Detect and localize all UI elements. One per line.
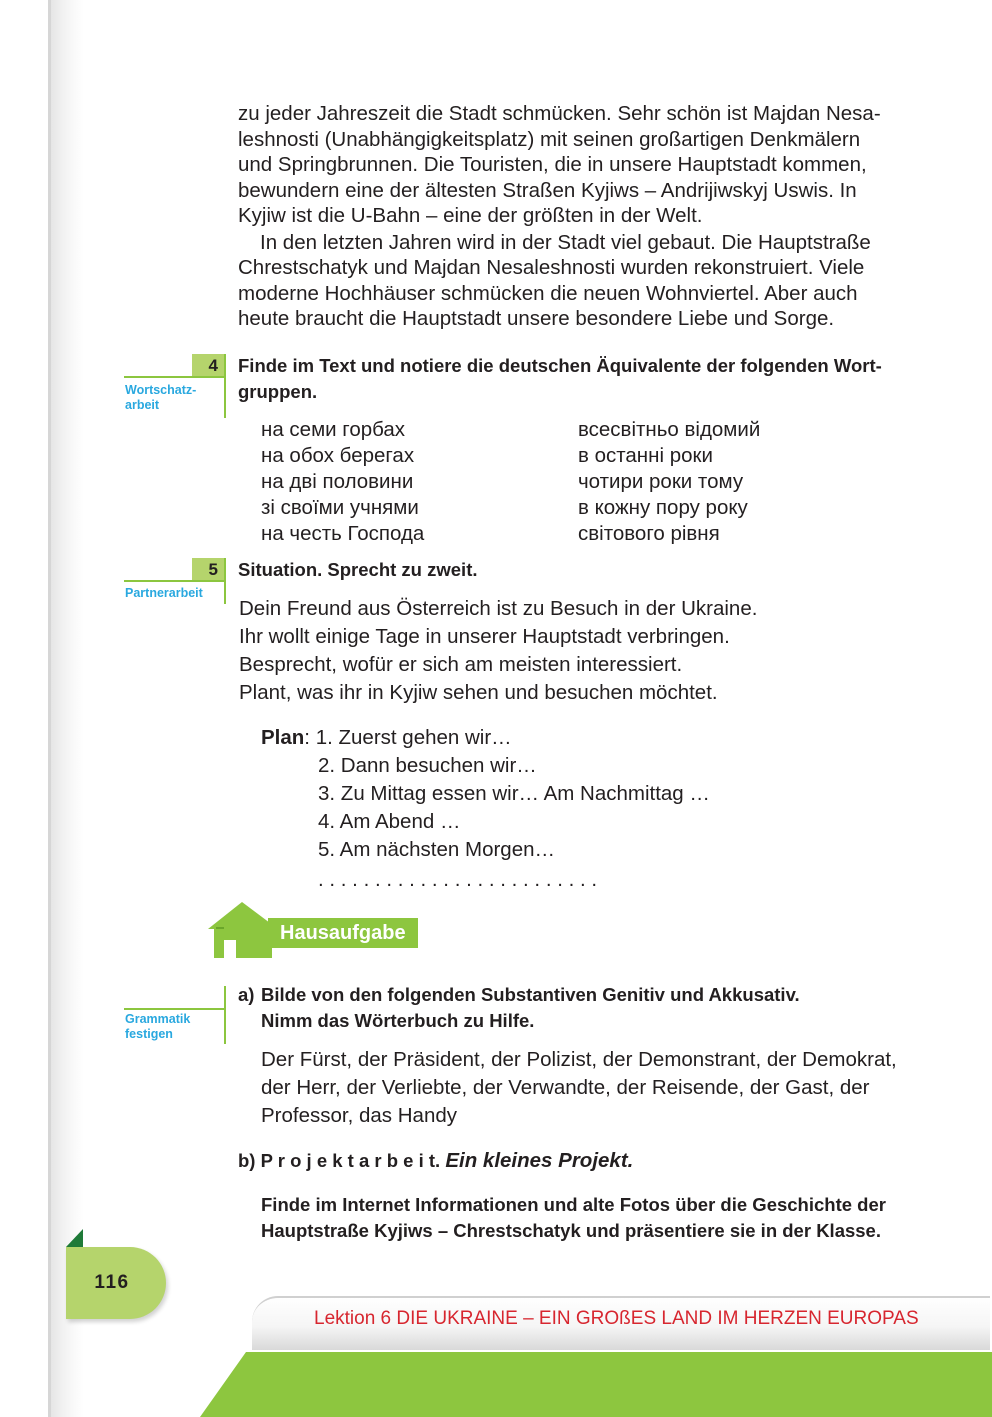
vocab-left-column [261, 417, 424, 547]
homework-a-marker: a) [238, 984, 255, 1005]
task-number-badge: 4 [192, 354, 226, 378]
plan-colon: : [304, 726, 316, 749]
task-side-underline [124, 1008, 226, 1010]
words-line: Der Fürst, der Präsident, der Polizist, der Demonstrant, der Demokrat, [261, 1048, 897, 1071]
vocab-item: в кожну пору року [578, 496, 748, 519]
plan-label: Plan [261, 726, 305, 749]
plan-item: 5. Am nächsten Morgen… [318, 838, 556, 861]
side-label-line: Wortschatz- [125, 383, 197, 397]
homework-label: Hausaufgabe [268, 918, 418, 948]
instruction-line: Nimm das Wörterbuch zu Hilfe. [261, 1010, 535, 1031]
plan-item: 4. Am Abend … [318, 810, 461, 833]
corner-triangle [66, 1229, 83, 1247]
footer-green-band-edge [200, 1352, 246, 1417]
instruction-line: Bilde von den folgenden Substantiven Genitiv und Akkusativ. [261, 984, 800, 1005]
vocab-item: чотири роки тому [578, 470, 744, 493]
vocab-item: на честь Господа [261, 522, 425, 545]
words-line: der Herr, der Verliebte, der Verwandte, der Reisende, der Gast, der [261, 1076, 870, 1099]
task-side-line [224, 354, 226, 418]
situation-line: Ihr wollt einige Tage in unserer Hauptstadt verbringen. [239, 625, 730, 648]
plan-item: 2. Dann besuchen wir… [318, 754, 537, 777]
vocab-item: в останні роки [578, 444, 713, 467]
side-label-line: Grammatik [125, 1012, 191, 1026]
vocab-item: на дві половини [261, 470, 414, 493]
instruction-line: Hauptstraße Kyjiws – Chrestschatyk und präsentiere sie in der Klasse. [261, 1220, 881, 1241]
task-side-underline [124, 376, 226, 378]
page-number: 116 [94, 1272, 130, 1293]
reading-text [238, 101, 920, 332]
task5-instruction: Situation. Sprecht zu zweit. [238, 559, 478, 580]
side-label-line: arbeit [125, 398, 160, 412]
footer-green-band [246, 1352, 992, 1417]
task-side-underline [124, 580, 226, 582]
instruction-line: Finde im Internet Informationen und alte Fotos über die Geschichte der [261, 1194, 886, 1215]
instruction-line: gruppen. [238, 381, 318, 402]
situation-line: Dein Freund aus Österreich ist zu Besuch in der Ukraine. [239, 597, 758, 620]
reading-line: und Springbrunnen. Die Touristen, die in unsere Hauptstadt kommen, [238, 153, 867, 176]
homework-b-heading [238, 1147, 633, 1175]
situation-text [239, 595, 757, 707]
reading-line: In den letzten Jahren wird in der Stadt viel gebaut. Die Hauptstraße [260, 230, 871, 254]
homework-b-marker: b) [238, 1150, 256, 1171]
homework-b-italic: Ein kleines Projekt. [445, 1149, 634, 1172]
words-line: Professor, das Handy [261, 1104, 457, 1127]
task-number-badge: 5 [192, 558, 226, 582]
homework-b-spaced: P r o j e k t a r b e i t. [260, 1150, 441, 1171]
vocab-item: на обох берегах [261, 444, 415, 467]
homework-b-instruction [261, 1192, 886, 1244]
vocab-item: всесвітньо відомий [578, 418, 761, 441]
vocab-item: світового рівня [578, 522, 720, 545]
task-side-label [125, 383, 196, 413]
reading-line: Chrestschatyk und Majdan Nesaleshnosti wurden rekonstruiert. Viele [238, 256, 865, 279]
task4-instruction [238, 353, 922, 405]
reading-line: Kyjiw ist die U-Bahn – eine der größten in der Welt. [238, 204, 703, 227]
plan-first-line [261, 724, 512, 752]
plan-ellipsis: . . . . . . . . . . . . . . . . . . . . . . . . . [318, 868, 598, 891]
instruction-line: Finde im Text und notiere die deutschen Äquivalente der folgenden Wort- [238, 355, 882, 376]
homework-a-words [261, 1046, 897, 1130]
page-binding-shadow [48, 0, 84, 1417]
reading-line: bewundern eine der ältesten Straßen Kyjiws – Andrijiwskyj Uswis. In [238, 178, 857, 202]
situation-line: Besprecht, wofür er sich am meisten interessiert. [239, 653, 683, 676]
task-side-line [224, 986, 226, 1044]
homework-side-label [125, 1012, 190, 1042]
task-side-label: Partnerarbeit [125, 586, 203, 600]
reading-line: heute braucht die Hauptstadt unsere besondere Liebe und Sorge. [238, 307, 835, 330]
vocab-item: зі своїми учнями [261, 496, 419, 519]
homework-a-instruction [261, 982, 800, 1034]
plan-item: 1. Zuerst gehen wir… [315, 726, 512, 749]
reading-line: moderne Hochhäuser schmücken die neuen Wohnviertel. Aber auch [238, 281, 858, 305]
side-label-line: festigen [125, 1027, 173, 1041]
lesson-title: Lektion 6 DIE UKRAINE – EIN GROßES LAND IM HERZEN EUROPAS [314, 1308, 919, 1329]
plan-item: 3. Zu Mittag essen wir… Am Nachmittag … [318, 782, 710, 805]
page-binding-edge [48, 0, 51, 1417]
reading-line: zu jeder Jahreszeit die Stadt schmücken. Sehr schön ist Majdan Nesa- [238, 102, 881, 125]
situation-line: Plant, was ihr in Kyjiw sehen und besuchen möchtet. [239, 681, 718, 704]
vocab-item: на семи горбах [261, 418, 406, 441]
vocab-right-column [578, 417, 760, 547]
reading-line: leshnosti (Unabhängigkeitsplatz) mit seinen großartigen Denkmälern [238, 127, 861, 151]
